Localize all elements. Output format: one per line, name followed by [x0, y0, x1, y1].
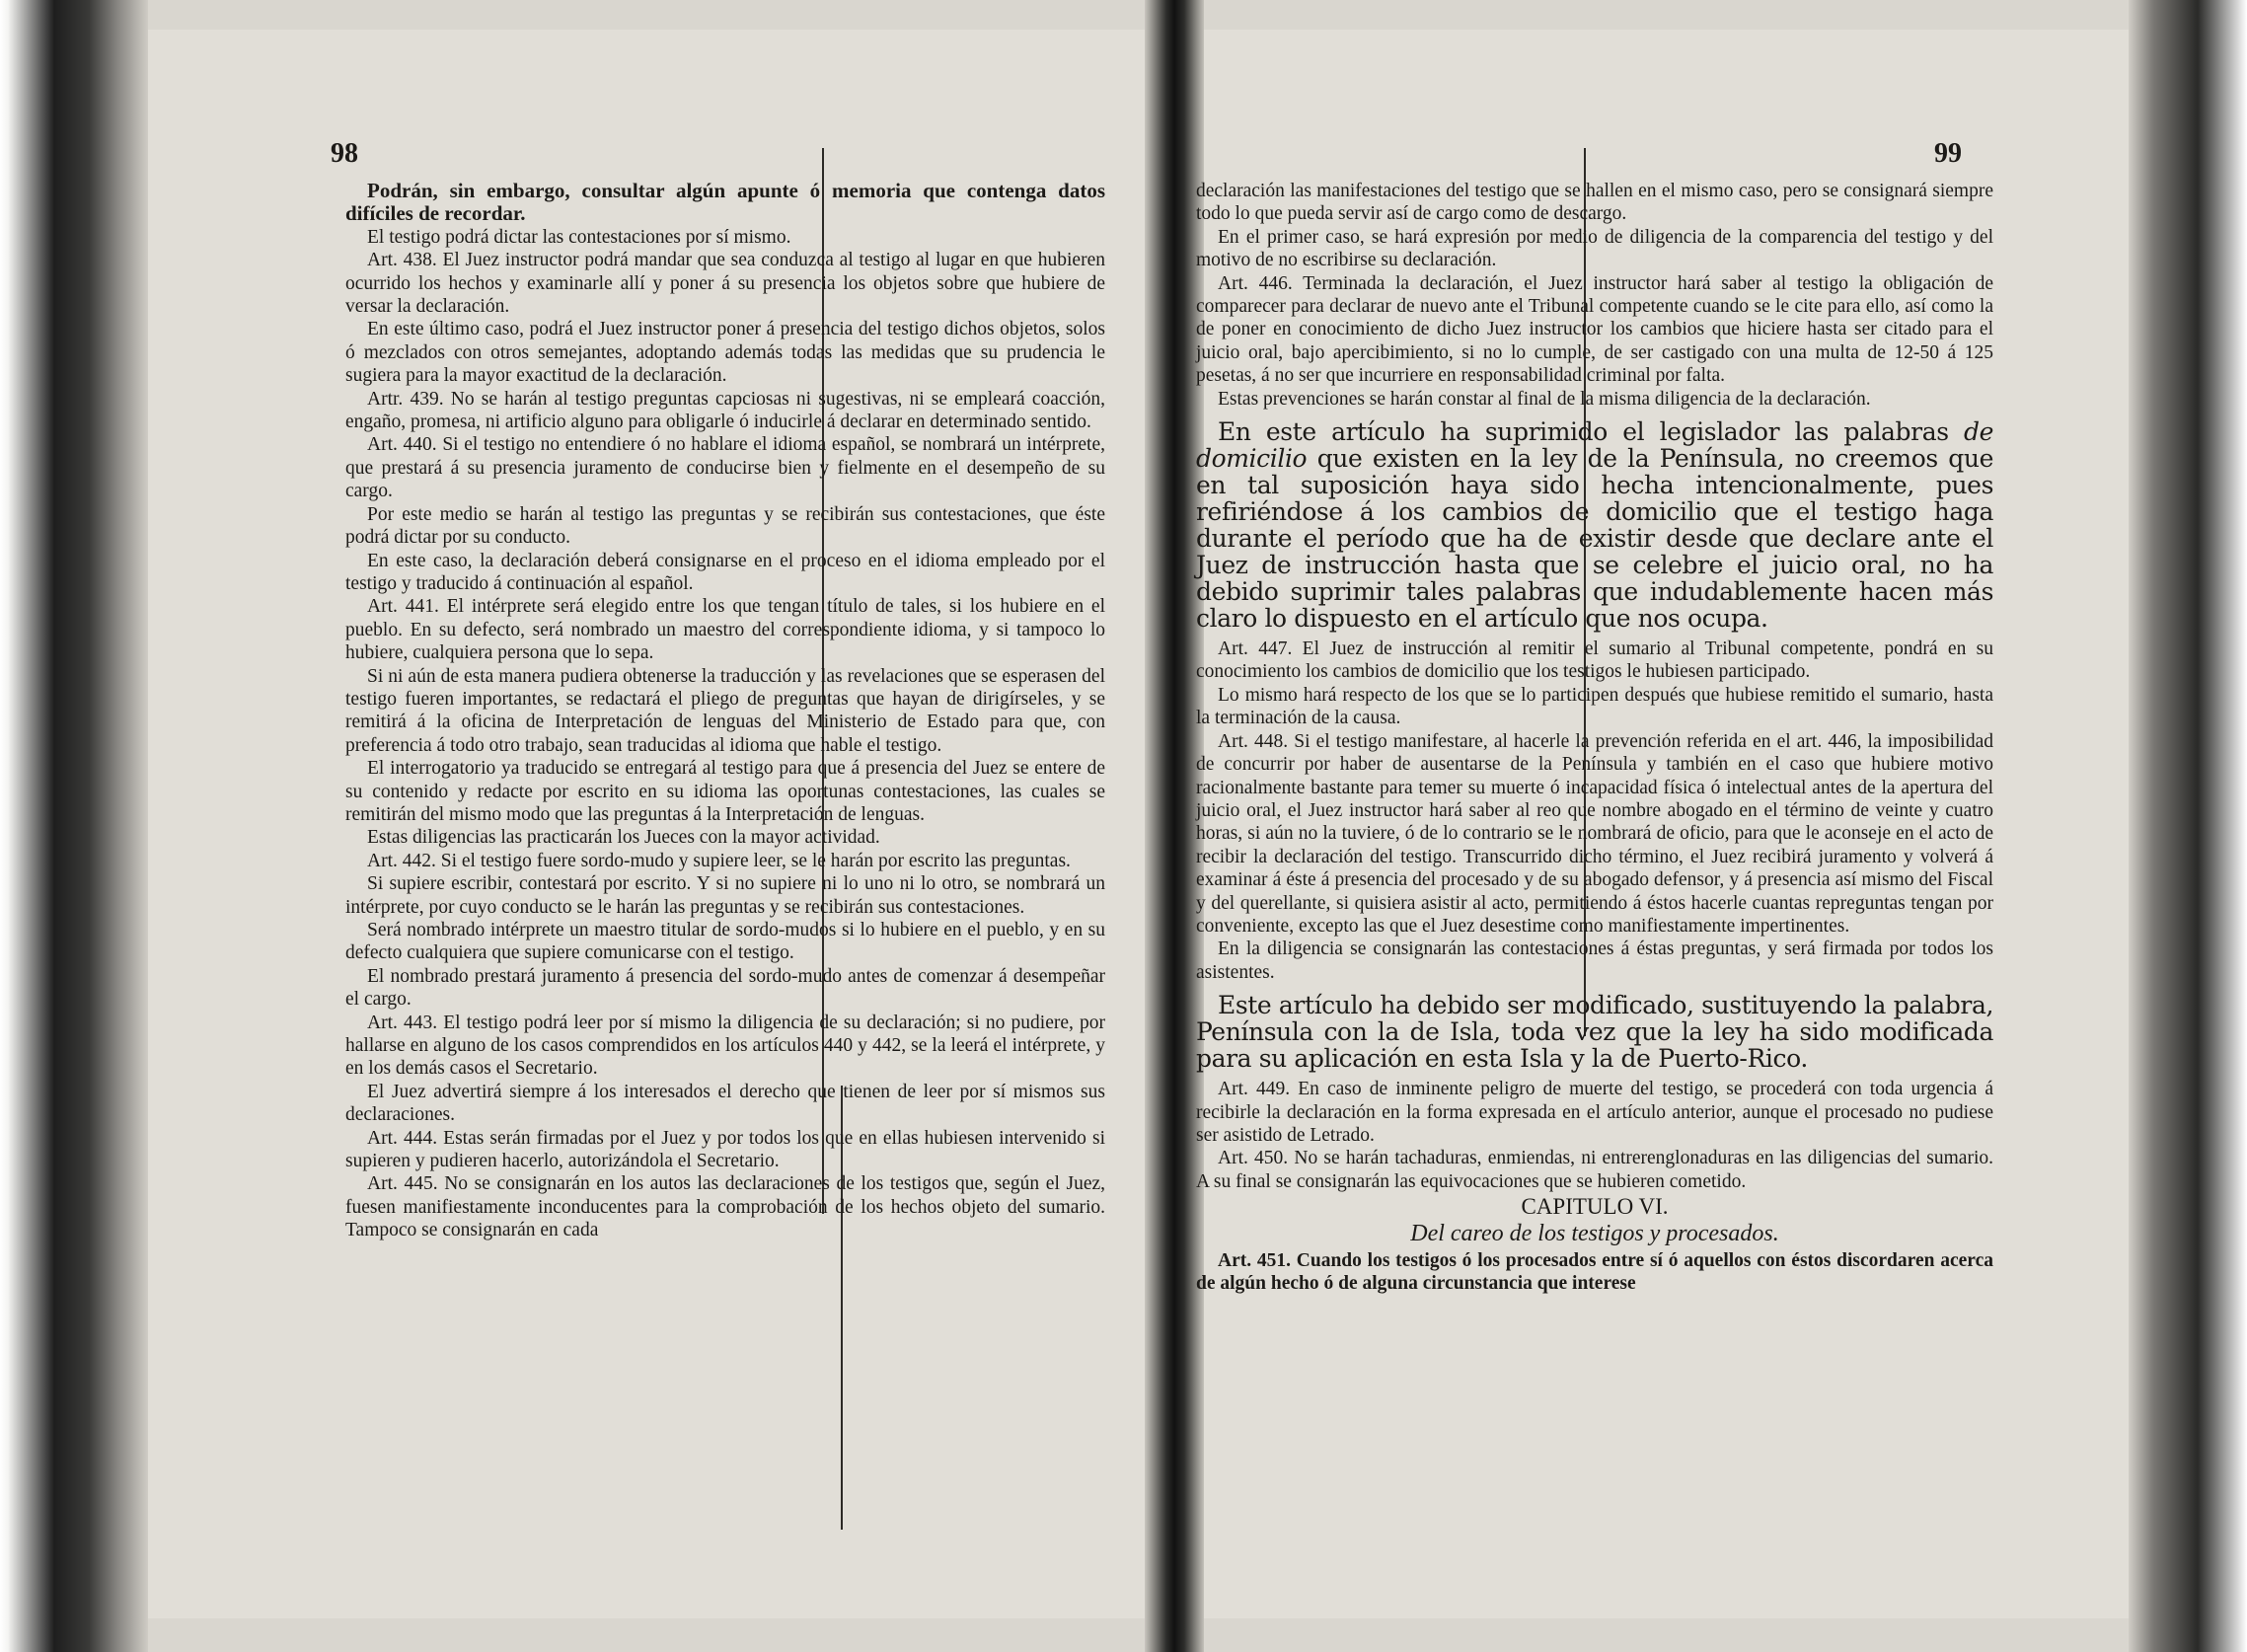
paragraph: El testigo podrá dictar las contestaciones por sí mismo.: [367, 226, 791, 248]
paragraph: Estas prevenciones se harán constar al final de la misma diligencia de la declaración.: [1218, 388, 1871, 410]
editor-note-2: Este artículo ha debido ser modificado, sustituyendo la palabra, Península con la de Isla, toda vez que la ley ha sido modificada para su aplicación en esta Isla y la de Puerto-Rico.: [1196, 991, 1993, 1074]
right-page-text: [1196, 180, 1993, 1296]
paragraph: En la diligencia se consignarán las contestaciones á éstas preguntas, y será firmada por todos los asistentes.: [1196, 939, 1993, 983]
paragraph: Estas diligencias las practicarán los Jueces con la mayor actividad.: [367, 827, 880, 849]
paragraph: Lo mismo hará respecto de los que se lo participen después que hubiese remitido el sumario, hasta la terminación de la causa.: [1196, 684, 1993, 729]
left-page-text: [345, 180, 1105, 1242]
page-number-left: 98: [331, 138, 358, 169]
paragraph: Si supiere escribir, contestará por escrito. Y si no supiere ni lo uno ni lo otro, se nombrará un intérprete, por cuyo conducto se le harán las preguntas y se recibirán sus contestaciones.: [345, 873, 1105, 918]
paragraph: Artr. 439. No se harán al testigo preguntas capciosas ni sugestivas, ni se empleará coacción, engaño, promesa, ni artificio alguno para obligarle ó inducirle á declarar en determinado sentido.: [345, 388, 1105, 433]
editor-note-1: [1196, 418, 1993, 632]
chapter-subtitle: Del careo de los testigos y procesados.: [1410, 1220, 1779, 1246]
paragraph: Art. 438. El Juez instructor podrá mandar que sea conduzca al testigo al lugar en que hubieren ocurrido los hechos y examinarle allí y poner á su presencia los objetos sobre que hubiere de versar la declaración.: [345, 250, 1105, 318]
paragraph: El nombrado prestará juramento á presencia del sordo-mudo antes de comenzar á desempeñar el cargo.: [345, 965, 1105, 1011]
paragraph: Art. 447. El Juez de instrucción al remitir el sumario al Tribunal competente, pondrá en su conocimiento los cambios de domicilio que los testigos le hubiesen participado.: [1196, 638, 1993, 683]
page-number-right: 99: [1934, 138, 1962, 169]
paragraph: Si ni aún de esta manera pudiera obtenerse la traducción y las revelaciones que se esperasen del testigo fueren importantes, se redactará el pliego de preguntas que hayan de dirigírseles, y se remitirá á la oficina de Interpretación de lenguas del Ministerio de Estado para que, con preferencia á todo otro trabajo, sean traducidas al idioma que hable el testigo.: [345, 665, 1105, 756]
paragraph: Art. 442. Si el testigo fuere sordo-mudo y supiere leer, se le harán por escrito las preguntas.: [367, 850, 1071, 871]
paragraph: Será nombrado intérprete un maestro titular de sordo-mudos si lo hubiere en el pueblo, y en su defecto cualquiera que supiere comunicarse con el testigo.: [345, 920, 1105, 964]
paragraph: Art. 441. El intérprete será elegido entre los que tengan título de tales, si los hubiere en el pueblo. En su defecto, será nombrado un maestro del correspondiente idioma, y si tampoco lo hubiere, cualquiera persona que lo sepa.: [345, 596, 1105, 664]
paragraph: El Juez advertirá siempre á los interesados el derecho que tienen de leer por sí mismos sus declaraciones.: [345, 1081, 1105, 1126]
scan-edge-right: [2129, 0, 2247, 1652]
paragraph: Art. 448. Si el testigo manifestare, al hacerle la prevención referida en el art. 446, la imposibilidad de concurrir por haber de ausentarse de la Península y también en el caso que hubiere motivo racionalmente bastante para temer su muerte ó incapacidad física ó intelectual antes de la apertura del juicio oral, el Juez instructor hará saber al reo que nombre abogado en el término de veinte y cuatro horas, si aún no la tuviere, ó de lo contrario se le nombrará de oficio, para que le aconseje en el acto de recibir la declaración del testigo. Transcurrido dicho término, el Juez recibirá juramento y volverá á examinar á éste á presencia del procesado y de su abogado defensor, y á presencia así mismo del Fiscal y del querellante, si quisiera asistir al acto, permitiendo á éstos hacerle cuantas repreguntas tengan por conveniente, excepto las que el Juez desestime como manifiestamente impertinentes.: [1196, 730, 1993, 937]
scan-edge-left: [0, 0, 148, 1652]
paragraph: declaración las manifestaciones del testigo que se hallen en el mismo caso, pero se consignará siempre todo lo que pueda servir así de cargo como de descargo.: [1196, 181, 1993, 225]
paragraph: El interrogatorio ya traducido se entregará al testigo para que á presencia del Juez se entere de su contenido y redacte por escrito en su idioma las oportunas contestaciones, las cuales se remitirán del mismo modo que las preguntas á la Interpretación de lenguas.: [345, 758, 1105, 825]
paragraph: Art. 440. Si el testigo no entendiere ó no hablare el idioma español, se nombrará un intérprete, que prestará á su presencia juramento de conducirse bien y fielmente en el desempeño de su cargo.: [345, 434, 1105, 502]
paragraph: Por este medio se harán al testigo las preguntas y se recibirán sus contestaciones, que éste podrá dictar por su conducto.: [345, 503, 1105, 549]
note-text: que existen en la ley de la Península, no creemos que en tal suposición haya sido hecha intencionalmente, pues refiriéndose á los cambios de domicilio que el testigo haga durante el período que ha de existir desde que declare ante el Juez de instrucción hasta que se celebre el juicio oral, no ha debido suprimir tales palabras que indudablemente hacen más claro lo dispuesto en el artículo que nos ocupa.: [1196, 444, 1993, 634]
paragraph: En este caso, la declaración deberá consignarse en el proceso en el idioma empleado por el testigo y traducido á continuación al español.: [345, 550, 1105, 594]
paragraph: Art. 443. El testigo podrá leer por sí mismo la diligencia de su declaración; si no pudiere, por hallarse en alguno de los casos comprendidos en los artículos 440 y 442, se la leerá el intérprete, y en los demás casos el Secretario.: [345, 1012, 1105, 1080]
paragraph: Art. 449. En caso de inminente peligro de muerte del testigo, se procederá con toda urgencia á recibirle la declaración en la forma expresada en el artículo anterior, aunque el procesado no pudiese ser asistido de Letrado.: [1196, 1079, 1993, 1146]
paragraph: Art. 451. Cuando los testigos ó los procesados entre sí ó aquellos con éstos discordaren acerca de algún hecho ó de alguna circunstancia que interese: [1196, 1250, 1993, 1295]
paragraph: En este último caso, podrá el Juez instructor poner á presencia del testigo dichos objetos, solos ó mezclados con otros semejantes, adoptando además todas las medidas que su prudencia le sugiera para la mayor exactitud de la declaración.: [345, 319, 1105, 387]
paragraph: En el primer caso, se hará expresión por medio de diligencia de la comparencia del testigo y del motivo de no escribirse su declaración.: [1196, 226, 1993, 271]
note-text: En este artículo ha suprimido el legislador las palabras: [1218, 417, 1964, 447]
book-spine: [1145, 0, 1204, 1652]
paragraph: Podrán, sin embargo, consultar algún apunte ó memoria que contenga datos difíciles de recordar.: [345, 179, 1105, 226]
paragraph: Art. 446. Terminada la declaración, el Juez instructor hará saber al testigo la obligación de comparecer para declarar de nuevo ante el Tribunal competente cuando se le cite para ello, así como la de poner en conocimiento de dicho Juez instructor los cambios que hiciere hasta ser citado para el juicio oral, bajo apercibimiento, si no lo cumple, de ser castigado con una multa de 12-50 á 125 pesetas, á no ser que incurriere en responsabilidad criminal por falta.: [1196, 272, 1993, 387]
paragraph: Art. 450. No se harán tachaduras, enmiendas, ni entrerenglonaduras en las diligencias del sumario. A su final se consignarán las equivocaciones que se hubieren cometido.: [1196, 1148, 1993, 1192]
chapter-title: CAPITULO VI.: [1521, 1194, 1669, 1220]
note-italic-text: de domicilio: [1196, 417, 1993, 474]
paragraph: Art. 445. No se consignarán en los autos las declaraciones de los testigos que, según el Juez, fuesen manifiestamente inconducentes para la comprobación de los hechos objeto del sumario. Tampoco se consignarán en cada: [345, 1173, 1105, 1241]
paragraph: Art. 444. Estas serán firmadas por el Juez y por todos los que en ellas hubiesen intervenido si supieren y pudieren hacerlo, autorizándola el Secretario.: [345, 1127, 1105, 1172]
